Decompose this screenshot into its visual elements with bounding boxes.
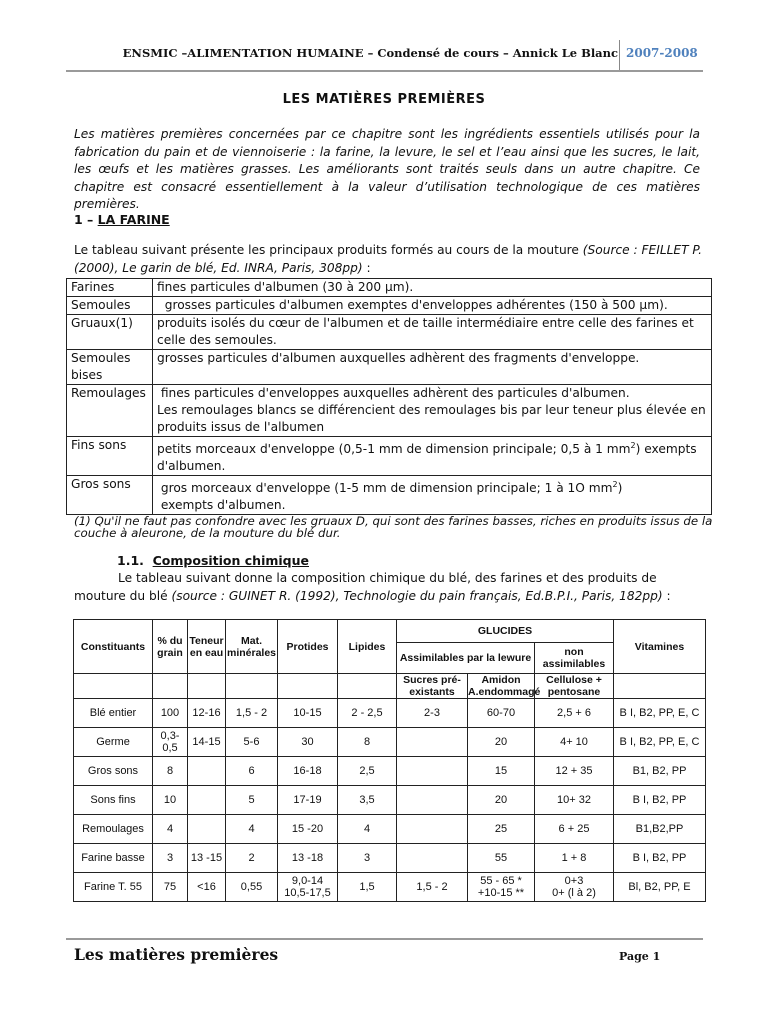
table-cell: Bl, B2, PP, E [614,873,706,902]
page-title: LES MATIÈRES PREMIÈRES [282,92,486,107]
product-description-text: ) exempts d'albumen. [157,442,697,474]
product-name: Semoules bises [67,350,153,385]
table-cell: 2 [226,844,278,873]
table-cell-line: 10,5-17,5 [284,887,331,899]
table-cell: 17-19 [278,786,338,815]
table-cell: B I, B2, PP [614,786,706,815]
table-cell: B1, B2, PP [614,757,706,786]
subsection-title: Composition chimique [152,553,309,568]
table-cell: 4 [153,815,188,844]
table-cell: Farine T. 55 [74,873,153,902]
table-row [67,385,712,437]
table-cell: 100 [153,699,188,728]
product-name: Fins sons [67,437,153,476]
table-cell: 1,5 - 2 [226,699,278,728]
table-row [67,279,712,297]
table-cell: 12 + 35 [535,757,614,786]
table-cell: Farine basse [74,844,153,873]
table-cell: 13 -15 [188,844,226,873]
table-cell: 13 -18 [278,844,338,873]
product-description-line: Les remoulages blancs se différencient des remoulages bis par leur teneur plus élevée en produits issus de l'albumen [157,403,706,434]
table-cell: 6 [226,757,278,786]
table-row [67,350,712,385]
header-year: 2007-2008 [626,46,698,60]
product-description-text: ) [617,481,623,496]
composition-source: (source : GUINET R. (1992), Technologie du pain français, Ed.B.P.I., Paris, 182pp) [171,588,663,603]
table-cell [188,786,226,815]
table-cell: 2,5 + 6 [535,699,614,728]
table-cell: 5 [226,786,278,815]
mouture-products-table [66,278,712,515]
table-cell: 25 [468,815,535,844]
table-cell: 0,3-0,5 [153,728,188,757]
table-row [67,437,712,476]
table-cell: 2,5 [338,757,397,786]
table-cell: 10+ 32 [535,786,614,815]
table-cell: 8 [338,728,397,757]
table-row [74,699,706,728]
table-row [67,297,712,315]
table-row [74,844,706,873]
composition-paragraph [74,570,704,605]
header-rule [66,70,703,72]
product-description: grosses particules d'albumen exemptes d'enveloppes adhérentes (150 à 500 µm). [153,297,712,315]
table-cell: B1,B2,PP [614,815,706,844]
mouture-paragraph-end: : [362,260,371,275]
product-description-text: gros morceaux d'enveloppe (1-5 mm de dimension principale; 1 à 1O mm [157,481,613,496]
product-name: Gros sons [67,476,153,515]
footnote: (1) Qu'il ne faut pas confondre avec les gruaux D, qui sont des farines basses, riches en produits issus de la couche à aleurone, de la mouture du blé dur. [74,514,713,540]
table-cell [535,873,614,902]
section-number: 1 – [74,212,94,227]
page-number: Page 1 [619,950,661,963]
table-cell: 4 [338,815,397,844]
table-cell: <16 [188,873,226,902]
table-row [67,315,712,350]
empty-cell [153,674,188,699]
section-title: LA FARINE [97,212,170,227]
subheader-cell: Amidon A.endommagé [468,674,541,698]
subheader-cell: Cellulose + pentosane [535,674,614,699]
page-header [0,40,768,74]
table-cell: 60-70 [468,699,535,728]
composition-paragraph-text: Le tableau suivant donne la composition chimique du blé, des farines et des produits de mouture du blé [74,571,657,603]
table-cell [397,786,468,815]
empty-cell [74,674,153,699]
table-cell [188,815,226,844]
table-header-row [74,620,706,643]
table-row [74,786,706,815]
table-cell: Blé entier [74,699,153,728]
header-cell: Assimilables par la lewure [397,643,535,674]
table-cell: 20 [468,728,535,757]
table-subheader-row [74,674,706,699]
table-cell: 4 [226,815,278,844]
empty-cell [614,674,706,699]
table-cell: 15 -20 [278,815,338,844]
product-name: Semoules [67,297,153,315]
composition-paragraph-end: : [662,588,671,603]
header-cell: % du grain [153,620,188,674]
table-cell: 55 [468,844,535,873]
table-cell: 15 [468,757,535,786]
table-cell: 1,5 - 2 [397,873,468,902]
section-heading [74,212,170,227]
table-cell-line: 0+3 [564,875,584,887]
table-cell [188,757,226,786]
product-description-line [157,476,707,497]
table-cell: B I, B2, PP [614,844,706,873]
mouture-source: (Source : FEILLET P. (2000), Le garin de blé, Ed. INRA, Paris, 308pp) [74,243,702,275]
table-cell: 10 [153,786,188,815]
table-cell: B I, B2, PP, E, C [614,728,706,757]
product-description-line: exempts d'albumen. [157,498,286,513]
table-cell [397,844,468,873]
intro-paragraph: Les matières premières concernées par ce chapitre sont les ingrédients essentiels utilisés pour la fabrication du pain et de viennoiserie : la farine, la levure, le sel et l’eau ainsi que les sucres, le lait, les œufs et les matières grasses. Les améliorants sont traités seuls dans un autre chapitre. Ce chapitre est consacré essentiellement à la valeur d’utilisation technologique de ces matières premières. [74,127,700,211]
table-cell: 14-15 [188,728,226,757]
table-cell: 2 - 2,5 [338,699,397,728]
product-description [153,385,712,437]
table-row [74,757,706,786]
product-description: fines particules d'albumen (30 à 200 µm). [153,279,712,297]
product-name: Farines [67,279,153,297]
table-cell [468,873,535,902]
product-description-text: petits morceaux d'enveloppe (0,5-1 mm de dimension principale; 0,5 à 1 mm [157,442,631,457]
empty-cell [188,674,226,699]
table-cell: 5-6 [226,728,278,757]
table-cell: 4+ 10 [535,728,614,757]
product-description: grosses particules d'albumen auxquelles adhèrent des fragments d'enveloppe. [153,350,712,385]
product-description [153,437,712,476]
table-cell: Gros sons [74,757,153,786]
product-name: Gruaux(1) [67,315,153,350]
mouture-paragraph-text: Le tableau suivant présente les principaux produits formés au cours de la mouture [74,243,583,257]
table-row [74,728,706,757]
table-cell: Sons fins [74,786,153,815]
table-cell-line: 0+ (l à 2) [552,887,596,899]
product-name: Remoulages [67,385,153,437]
header-cell: Vitamines [614,620,706,674]
table-cell [397,757,468,786]
header-divider [619,40,620,72]
superscript: 2 [612,480,618,490]
table-row [74,815,706,844]
table-cell: 0,55 [226,873,278,902]
table-cell-line: +10-15 ** [477,887,525,899]
empty-cell [338,674,397,699]
table-cell: 10-15 [278,699,338,728]
table-cell: 3,5 [338,786,397,815]
glucides-header: GLUCIDES [397,620,614,643]
subheader-cell: Sucres pré-existants [397,674,468,699]
table-cell: 8 [153,757,188,786]
subsection-heading [117,553,309,568]
table-cell-line: 55 - 65 * [480,875,522,887]
table-cell: 2-3 [397,699,468,728]
product-description [153,476,712,515]
mouture-paragraph [74,242,702,277]
table-cell: Germe [74,728,153,757]
table-cell: 30 [278,728,338,757]
header-cell: Teneur en eau [188,620,226,674]
table-cell: 6 + 25 [535,815,614,844]
header-text: ENSMIC –ALIMENTATION HUMAINE – Condensé de cours – Annick Le Blanc [122,46,618,60]
table-cell: 12-16 [188,699,226,728]
table-cell: 1 + 8 [535,844,614,873]
header-cell: non assimilables [535,643,614,674]
table-cell: 16-18 [278,757,338,786]
header-cell: Lipides [338,620,397,674]
table-cell-line: 9,0-14 [291,875,324,887]
table-cell [278,873,338,902]
table-cell: 3 [153,844,188,873]
footer-rule [66,938,703,940]
composition-table [73,619,706,902]
product-description-line: fines particules d'enveloppes auxquelles adhèrent des particules d'albumen. [157,386,630,400]
header-cell: Constituants [74,620,153,674]
superscript: 2 [630,441,636,450]
table-cell: B I, B2, PP, E, C [614,699,706,728]
header-cell: Protides [278,620,338,674]
table-cell [397,728,468,757]
empty-cell [278,674,338,699]
table-cell: 20 [468,786,535,815]
table-cell: 1,5 [338,873,397,902]
table-cell [397,815,468,844]
table-row [67,476,712,515]
table-cell: 3 [338,844,397,873]
table-row [74,873,706,902]
empty-cell [226,674,278,699]
footer-title: Les matières premières [74,945,279,964]
subsection-number: 1.1. [117,553,144,568]
product-description: produits isolés du cœur de l'albumen et de taille intermédiaire entre celle des farines et celle des semoules. [153,315,712,350]
header-cell: Mat. minérales [226,620,278,674]
table-cell: 75 [153,873,188,902]
composition-rows [74,699,706,873]
table-cell: Remoulages [74,815,153,844]
